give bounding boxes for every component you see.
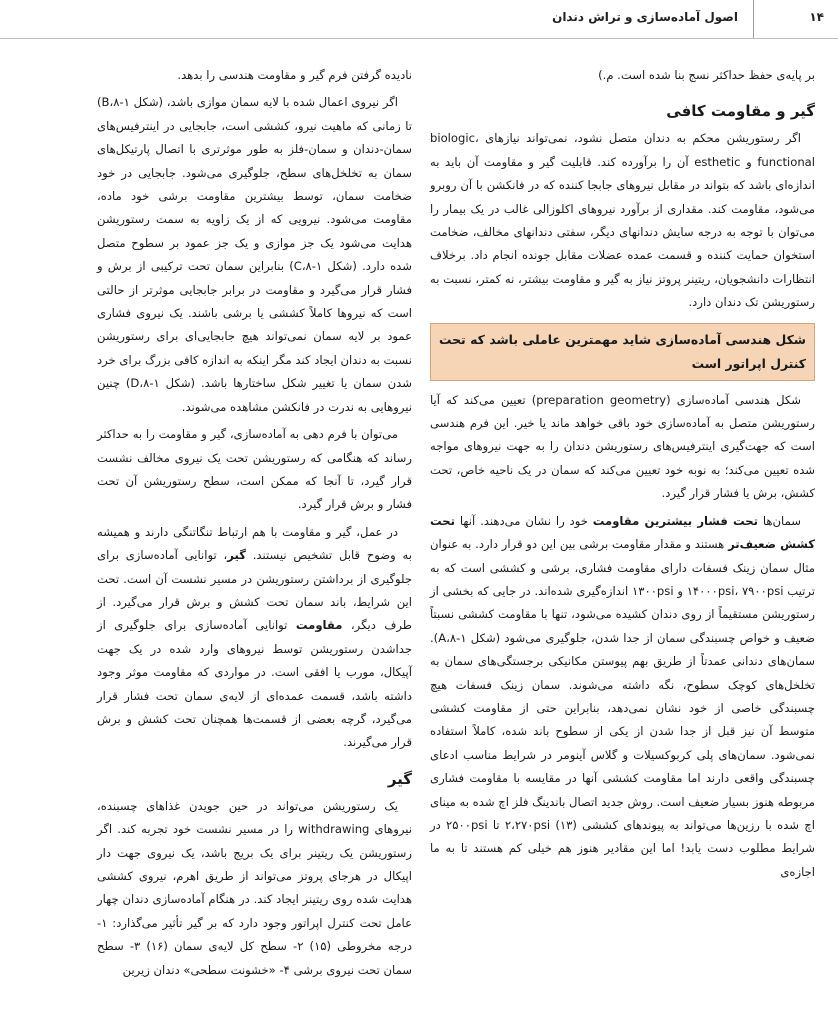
paragraph: می‌توان با فرم دهی به آماده‌سازی، گیر و مقاومت را به حداکثر رساند که هنگامی که رستوریشن تحت یک نیروی مخالف نشست قرار گیرد، تا آنجا که ممکن است، سطح رستوریشن آن تحت فشار و برش قرار گیرد. <box>97 427 412 512</box>
paragraph <box>430 510 815 885</box>
paragraph: اگر رستوریشن محکم به دندان متصل نشود، نمی‌تواند نیازهای biologic، functional و esthetic آن را برآورده کند. قابلیت گیر و مقاومت آن باید به اندازه‌ای باشد که بتواند در مقابل نیروهای جابجا کننده که در فانکشن با آن روبرو می‌شود، مقاومت کند. مقداری از برآورد نیروهای اکلوزالی غالب در یک بیمار را می‌توان با توجه به درجه سایش دندانهای دیگر، سفتی دندانهای مخالف، ضخامت استخوان حمایت کننده و قسمت عمده عضلات مقابل جونده انجام داد. برخلاف انتظارات دانشجویان، ریتینر پروتز نیاز به گیر و مقاومت بیشتر، نه کمتر، نسبت به رستوریشن تک دندان دارد. <box>430 131 815 310</box>
text-run: هستند و مقدار مقاومت برشی بین این دو قرار دارد. به عنوان مثال سمان زینک فسفات دارای مقاومت فشاری، برشی و کششی است که به ترتیب ۱۴۰۰۰psi، ۷۹۰۰psi و ۱۳۰۰psi اندازه‌گیری شده‌اند. در جایی که بخشی از رستوریشن مستقیماً از روی دندان کشیده می‌شود، تنها با مقاومت کششی نسبتاً ضعیف و خواص چسبندگی سمان از جدا شدن، جلوگیری می‌شود (شکل ۱-A،۸). سمان‌های دندانی عمدتاً از طریق بهم پیوستن مکانیکی برجستگی‌های سمان به تخلخل‌های کوچک سطوح، نگه داشته می‌شوند. سمان زینک فسفات هیچ چسبندگی خاصی از خود نشان نمی‌دهد، بنابراین حتی از مقاومت کششی متوسط آن نیز قبل از جدا شدن از یکی از سطوح باند شده، کاملاً استفاده نمی‌شود. سمان‌های پلی کربوکسیلات و گلاس آینومر در شرایط مناسب ادعای چسبندگی واقعی دارند اما مقاومت کششی آنها در مقایسه با مقاومت فشاری مربوطه هنوز بسیار ضعیف است. روش جدید اتصال باندینگ فلز اچ شده به مینای اچ شده با رزین‌ها می‌تواند به پیوندهای کششی ۲،۲۷۰psi (۱۳) تا ۲۵۰۰psi در شرایط مطلوب دست یابد! اما این مقادیر هنوز هم خیلی کم هستند تا به ما اجازه‌ی <box>430 537 815 879</box>
callout-box: شکل هندسی آماده‌سازی شاید مهمترین عاملی باشد که تحت کنترل اپراتور است <box>430 323 815 381</box>
page-header <box>0 0 838 39</box>
paragraph: یک رستوریشن می‌تواند در حین جویدن غذاهای چسبنده، نیروهای withdrawing را در مسیر نشست خود تجربه کند. اگر رستوریشن یک ریتینر برای یک بریج باشد، یک نیروی جهت دار اپیکال در هرجای پروتز می‌تواند از طریق اهرم، نیروی کششی هدایت شده روی ریتینر ایجاد کند. در هنگام آماده‌سازی دندان چهار عامل تحت کنترل اپراتور وجود دارد که بر گیر تأثیر می‌گذارد: ۱- درجه مخروطی (۱۵) ۲- سطح کل لایه‌ی سمان (۱۶) ۳- سطح سمان تحت نیروی برشی ۴- «خشونت سطحی» دندان زیرین <box>97 798 412 977</box>
paragraph: شکل هندسی آماده‌سازی (preparation geometry) تعیین می‌کند که آیا رستوریشن متصل به آماده‌سازی خود باقی خواهد ماند یا خیر. این فرم هندسی است که جهت‌گیری اینترفیس‌های رستوریشن دندان را به جهت نیروهای مواجه شده تعیین می‌کند؛ به نوبه خود تعیین می‌کند که سمان در یک ناحیه خاص، تحت کشش، برش یا فشار قرار گیرد. <box>430 392 815 501</box>
text-run: خود را نشان می‌دهند. آنها <box>454 513 593 528</box>
text-run: در عمل، گیر و مقاومت با هم ارتباط تنگاتنگی دارند و همیشه به وضوح قابل تشخیص نیستند. <box>97 524 412 563</box>
paragraph <box>97 521 412 755</box>
header-divider <box>753 0 754 38</box>
running-title: اصول آماده‌سازی و تراش دندان <box>552 10 738 24</box>
bold-text: مقاومت <box>295 618 343 633</box>
left-column <box>97 64 412 986</box>
text-run: ، توانایی آماده‌سازی برای جلوگیری از برداشتن رستوریشن در مسیر نشست آن است. تحت این شرایط، باند سمان تحت کشش و برش قرار می‌گیرد. از طرف دیگر، <box>97 548 412 633</box>
section-heading-retention-resistance: گیر و مقاومت کافی <box>666 102 815 121</box>
bold-text: تحت کشش ضعیف‌تر <box>430 513 815 552</box>
paragraph: اگر نیروی اعمال شده با لایه سمان موازی باشد، (شکل ۱-B،۸) تا زمانی که ماهیت نیرو، کششی است، جابجایی در اینترفیس‌های سمان-دندان و سمان-فلز به طور موثرتری با اتصال پارتیکل‌های سمان به تخلخل‌های سطح، جلوگیری می‌شود. جابجایی در خود ضخامت سمان، توسط بیشترین مقاومت برشی خود ماده، مقاومت می‌شود. نیرویی که از یک زاویه به سمت رستوریشن هدایت می‌شود یک جز موازی و یک جز عمود بر سطوح متصل شده دارد. (شکل ۱-C،۸) بنابراین سمان تحت ترکیبی از برش و فشار قرار می‌گیرد و مقاومت در برابر جابجایی موثرتر از حالتی است که نیروها کاملاً کششی یا برشی باشند. یک نیروی فشاری عمود بر لایه سمان نمی‌تواند هیچ جابجایی‌ای برای رستوریشن نسبت به دندان ایجاد کند مگر اینکه به اندازه کافی بزرگ برای خرد شدن سمان یا تغییر شکل ساختارها باشد. (شکل ۱-D،۸) چنین نیروهایی به ندرت در فانکشن مشاهده می‌شوند. <box>96 95 412 414</box>
section-heading-retention: گیر <box>387 769 412 788</box>
paragraph: نادیده گرفتن فرم گیر و مقاومت هندسی را بدهد. <box>177 68 412 82</box>
bold-text: تحت فشار بیشترین مقاومت <box>592 513 759 528</box>
text-run: توانایی آماده‌سازی برای جلوگیری از جداشدن رستوریشن توسط نیروهای وارد شده در یک جهت آپیکال، مورب یا افقی است. در مواردی که مقاومت موثر وجود داشته باشد، قسمت عمده‌ای از لایه‌ی سمان تحت فشار قرار می‌گیرد، گرچه بعضی از قسمت‌ها همچنان تحت کشش و برش قرار می‌گیرند. <box>97 618 412 750</box>
intro-paragraph: بر پایه‌ی حفظ حداکثر نسج بنا شده است. م.) <box>598 68 815 82</box>
page-number: ۱۴ <box>809 10 824 24</box>
right-column <box>430 64 815 888</box>
text-run: سمان‌ها <box>758 513 802 528</box>
bold-text: گیر <box>227 548 246 563</box>
